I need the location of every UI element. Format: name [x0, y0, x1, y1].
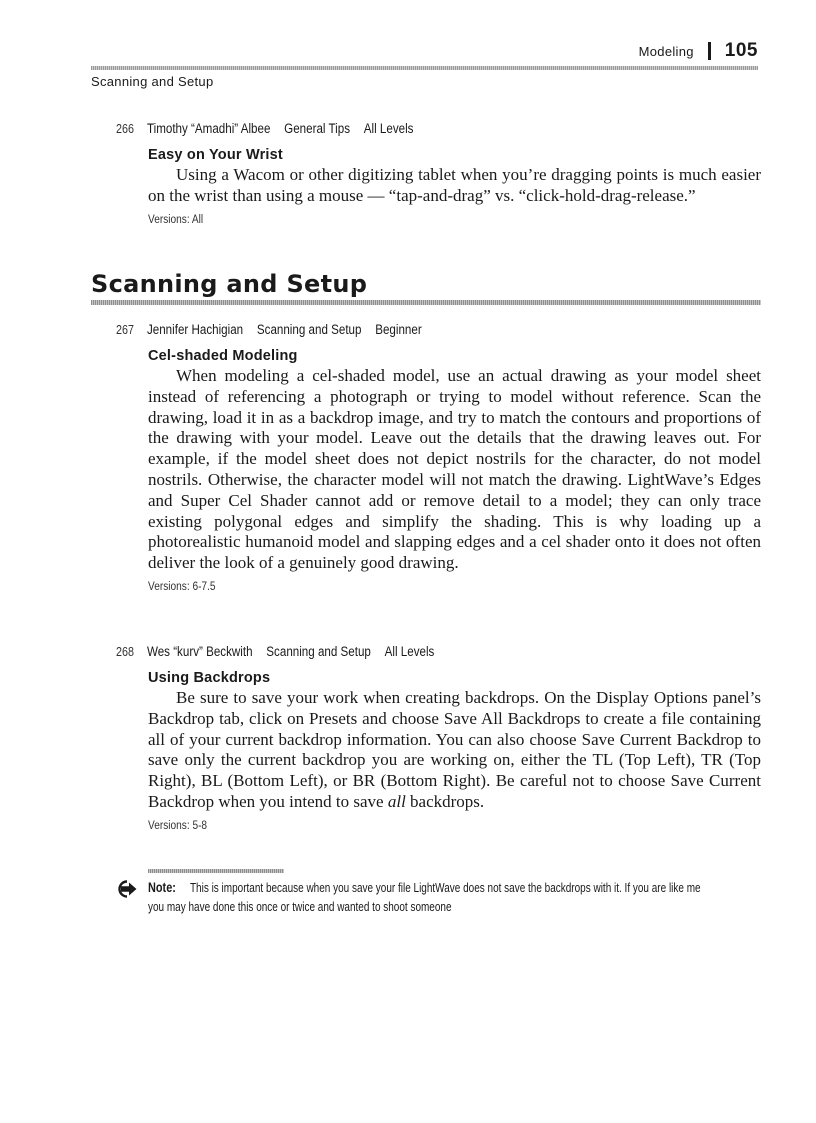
tip-body: [148, 145, 761, 226]
tip-meta: [116, 320, 671, 340]
tip-number: 267: [116, 323, 134, 337]
tip-category: General Tips: [284, 121, 351, 136]
tip-author: Timothy “Amadhi” Albee: [146, 121, 271, 136]
tip-number: 268: [116, 645, 134, 659]
tip-text: When modeling a cel-shaded model, use an actual drawing as your model sheet instead of referencing a photograph or trying to model without reference. Scan the drawing, load it in as a backdrop image, and try to match the contours and proportions of the drawing with your model. Leave out the details that the drawing leaves out. For example, if the model sheet does not depict nostrils for the character, do not model nostrils. Otherwise, the character model will not match the drawing. LightWave’s Edges and Super Cel Shader cannot add or remove detail to a model; they can only trace existing polygonal edges and simplify the shading. This is why loading up a photorealistic humanoid model and slapping edges and a cel shader onto it does not often deliver the look of a genuinely good drawing.: [148, 366, 761, 573]
tip-versions: Versions: All: [148, 213, 204, 226]
tip-versions: Versions: 6-7.5: [148, 580, 216, 593]
tip-meta: [116, 119, 671, 139]
tip-text-tail: backdrops.: [410, 791, 485, 811]
tip-text-main: Be sure to save your work when creating backdrops. On the Display Options panel’s Backdrop tab, click on Presets and choose Save All Backdrops to create a file containing all of your current backdrop information. You can also choose Save Current Backdrop to save only the current backdrop you are working on, either the TL (Top Left), TR (Top Right), BL (Bottom Left), or BR (Bottom Right). Be careful not to choose Save Current Backdrop when you intend to save: [148, 688, 761, 811]
tip-category: Scanning and Setup: [266, 644, 371, 659]
section-rule: [91, 300, 761, 305]
header-subsection-title: Scanning and Setup: [91, 74, 214, 89]
tip-title: Using Backdrops: [148, 670, 271, 686]
tip-level: Beginner: [375, 322, 422, 337]
tip-268: [116, 642, 761, 832]
section-heading: [91, 268, 761, 305]
header-right: [639, 40, 758, 62]
note-body: This is important because when you save your file LightWave does not save the backdrops with it. If you are like me you may have done this once or twice and wanted to shoot someone: [148, 880, 701, 914]
tip-versions: Versions: 5-8: [148, 819, 208, 832]
arrow-right-circle-icon: [116, 880, 138, 898]
note: [116, 878, 776, 916]
tip-level: All Levels: [363, 121, 414, 136]
tip-body: [148, 346, 761, 593]
tip-266: [116, 119, 761, 226]
tip-author: Wes “kurv” Beckwith: [146, 644, 253, 659]
header-rule: [91, 66, 758, 70]
tip-text: Using a Wacom or other digitizing tablet when you’re dragging points is much easier on the wrist than using a mouse — “tap-and-drag” vs. “click-hold-drag-release.”: [148, 165, 761, 205]
note-rule: [148, 869, 284, 873]
header-divider: [708, 42, 711, 60]
tip-title: Cel-shaded Modeling: [148, 348, 298, 364]
note-text: [148, 878, 710, 916]
page-number: 105: [724, 40, 758, 61]
tip-body: [148, 668, 761, 832]
header-section-title: Modeling: [638, 43, 694, 59]
tip-author: Jennifer Hachigian: [146, 322, 244, 337]
tip-level: All Levels: [384, 644, 435, 659]
note-label: Note:: [148, 879, 176, 895]
tip-meta: [116, 642, 671, 662]
tip-267: [116, 320, 761, 593]
tip-category: Scanning and Setup: [256, 322, 362, 337]
tip-number: 266: [116, 122, 134, 136]
tip-title: Easy on Your Wrist: [148, 147, 283, 163]
section-title: Scanning and Setup: [91, 270, 368, 298]
running-header: [91, 36, 758, 92]
tip-text-emphasis: all: [387, 791, 406, 811]
tip-text: [148, 688, 761, 813]
